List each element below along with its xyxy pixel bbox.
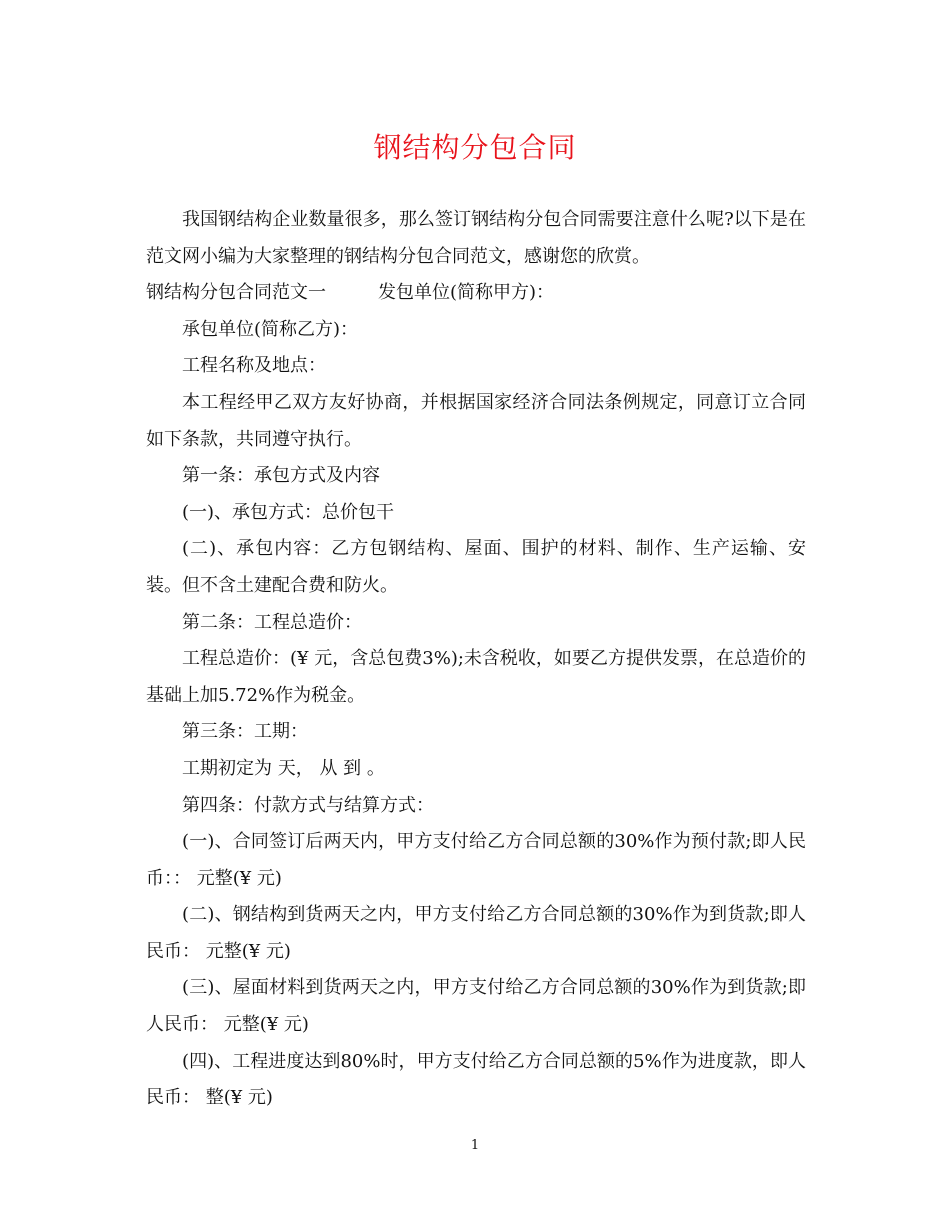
agreement-paragraph: 本工程经甲乙双方友好协商，并根据国家经济合同法条例规定，同意订立合同如下条款，共同遵守执行。 [146, 391, 806, 450]
article-3-text: 工期初定为 天， 从 到 。 [182, 757, 385, 779]
article-4-title: 第四条：付款方式与结算方式： [182, 794, 434, 816]
article-1-title: 第一条：承包方式及内容 [182, 465, 380, 487]
document-body [146, 202, 806, 1117]
project-name-label: 工程名称及地点： [182, 355, 326, 377]
article-2-text: 工程总造价：(¥ 元，含总包费3%);未含税收，如要乙方提供发票，在总造价的基础上加5.72%作为税金。 [146, 648, 806, 706]
party-b-label: 承包单位(简称乙方)： [182, 318, 359, 340]
article-3-title: 第三条：工期： [182, 721, 308, 743]
document-title: 钢结构分包合同 [373, 131, 577, 164]
intro-paragraph: 我国钢结构企业数量很多，那么签订钢结构分包合同需要注意什么呢?以下是在范文网小编为大家整理的钢结构分包合同范文，感谢您的欣赏。 [146, 209, 806, 267]
article-4-item-1: (一)、合同签订后两天内，甲方支付给乙方合同总额的30%作为预付款;即人民币：： 元整(¥ 元) [146, 831, 806, 889]
article-4-item-4: (四)、工程进度达到80%时，甲方支付给乙方合同总额的5%作为进度款，即人民币： 整(¥ 元) [146, 1050, 806, 1109]
party-a-label: 发包单位(简称甲方)： [378, 282, 555, 304]
sample-heading: 钢结构分包合同范文一 [146, 282, 326, 304]
sample-heading-line [146, 275, 806, 312]
article-4-item-3: (三)、屋面材料到货两天之内，甲方支付给乙方合同总额的30%作为到货款;即人民币： 元整(¥ 元) [146, 977, 806, 1036]
page-number: 1 [470, 1138, 480, 1153]
article-1-item-1: (一)、承包方式：总价包干 [182, 501, 395, 523]
article-1-item-2: (二)、承包内容：乙方包钢结构、屋面、围护的材料、制作、生产运输、安装。但不含土建配合费和防火。 [146, 538, 806, 596]
article-4-item-2: (二)、钢结构到货两天之内，甲方支付给乙方合同总额的30%作为到货款;即人民币： 元整(¥ 元) [146, 904, 806, 962]
article-2-title: 第二条：工程总造价： [182, 611, 362, 633]
